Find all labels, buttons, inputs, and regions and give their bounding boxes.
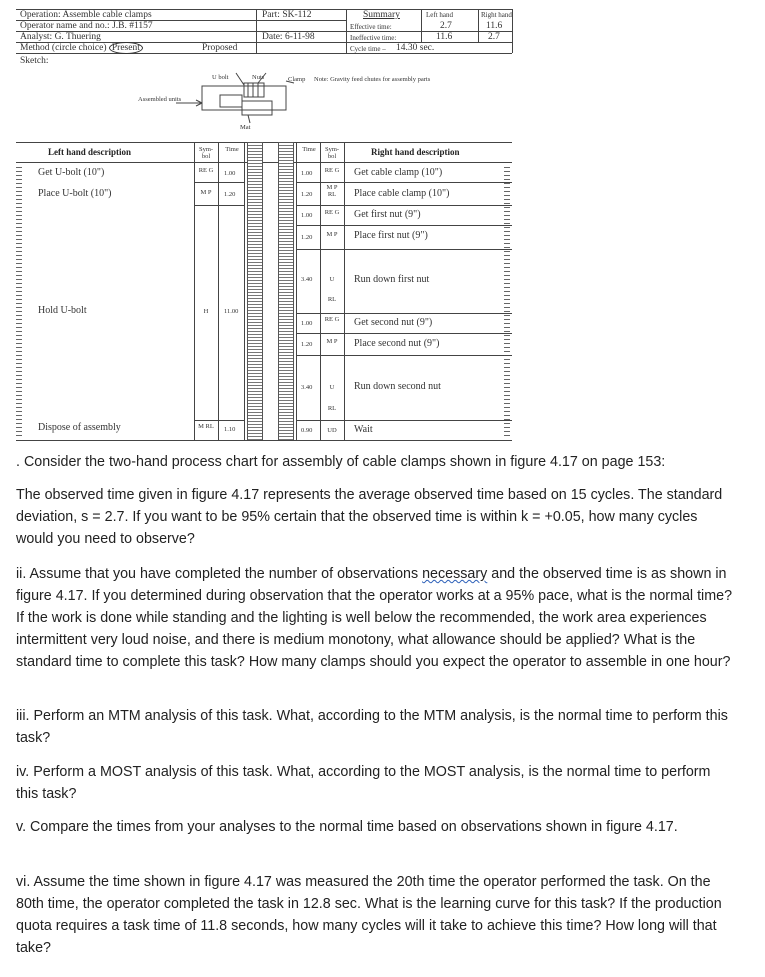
ineffective-right: 2.7 bbox=[488, 32, 500, 42]
sketch-clamp-label: Clamp bbox=[288, 76, 306, 83]
right-row-symbol: RL bbox=[327, 296, 337, 303]
left-edge-scale bbox=[16, 164, 22, 436]
right-row-desc: Place second nut (9") bbox=[354, 338, 440, 349]
left-row-symbol: M RL bbox=[198, 423, 214, 430]
cycle-time-label: Cycle time – bbox=[350, 45, 386, 53]
two-hand-process-chart bbox=[16, 9, 512, 441]
right-row-time: 1.00 bbox=[301, 170, 313, 177]
question-6: vi. Assume the time shown in figure 4.17 was measured the 20th time the operator performed the task. On the 80th time, the operator completed the task in 12.8 sec. What is the learning curve for this task? If the production quota requires a task time of 11.8 seconds, how many cycles will it take to achieve this time? How long will that take? bbox=[16, 874, 722, 956]
right-row-desc: Run down first nut bbox=[354, 274, 430, 285]
question-1: The observed time given in figure 4.17 represents the average observed time based on 15 cycles. The standard deviation, s = 2.7. If you want to be 95% certain that the observed time is within k = +0.05, how many cycles would you need to observe? bbox=[16, 487, 723, 547]
question-3: iii. Perform an MTM analysis of this task. What, according to the MTM analysis, is the normal time to perform this task? bbox=[16, 708, 728, 746]
right-row-symbol: M P RL bbox=[326, 184, 338, 198]
effective-right: 11.6 bbox=[486, 21, 503, 31]
cycle-time-value: 14.30 sec. bbox=[396, 43, 435, 53]
sketch-label: Sketch: bbox=[20, 56, 49, 66]
left-row-desc: Dispose of assembly bbox=[38, 422, 121, 433]
right-row-time: 3.40 bbox=[301, 384, 313, 391]
left-row-symbol: H bbox=[203, 308, 209, 315]
right-row-time: 0.90 bbox=[301, 427, 313, 434]
method-present-circled: Present bbox=[109, 42, 143, 54]
right-row-symbol: RE G bbox=[324, 209, 340, 216]
sketch-mat-label: Mat bbox=[240, 124, 251, 131]
right-time-scale bbox=[278, 142, 294, 441]
ubolt-bin bbox=[220, 95, 242, 107]
right-row-desc: Place cable clamp (10") bbox=[354, 188, 450, 199]
right-row-symbol: UD bbox=[327, 427, 337, 434]
right-symbol-header: Sym-bol bbox=[324, 146, 340, 160]
right-row-symbol: RE G bbox=[324, 167, 340, 174]
nut-chute bbox=[244, 83, 264, 97]
right-row-desc: Wait bbox=[354, 424, 373, 435]
question-4: iv. Perform a MOST analysis of this task. What, according to the MOST analysis, is the normal time to perform this task? bbox=[16, 764, 711, 802]
left-symbol-header: Sym-bol bbox=[198, 146, 214, 160]
effective-label: Effective time: bbox=[350, 23, 392, 31]
summary-right-head: Right hand bbox=[481, 11, 512, 19]
part-label: Part: SK-112 bbox=[262, 10, 312, 20]
right-row-time: 1.20 bbox=[301, 341, 313, 348]
effective-left: 2.7 bbox=[440, 21, 452, 31]
right-row-desc: Run down second nut bbox=[354, 381, 441, 392]
left-row-desc: Hold U-bolt bbox=[38, 305, 87, 316]
right-row-time: 3.40 bbox=[301, 276, 313, 283]
right-row-desc: Place first nut (9") bbox=[354, 230, 428, 241]
operator-label: Operator name and no.: J.B. #1157 bbox=[20, 21, 153, 31]
right-row-desc: Get second nut (9") bbox=[354, 317, 433, 328]
left-row-desc: Get U-bolt (10") bbox=[38, 167, 105, 178]
right-row-symbol: RL bbox=[327, 405, 337, 412]
sketch-nuts-label: Nuts bbox=[252, 74, 265, 81]
right-row-desc: Get cable clamp (10") bbox=[354, 167, 443, 178]
ineffective-left: 11.6 bbox=[436, 32, 453, 42]
spellcheck-word: necessary bbox=[422, 566, 488, 582]
question-2: ii. Assume that you have completed the number of observations necessary and the observed time is as shown in figure 4.17. If you determined during observation that the operator works at a 95% pace, what is the normal time? If the work is done while standing and the lighting is well below the recommended, the work area experiences intermittent very loud noise, and there is medium monotony, what allowance should be applied? What is the standard time to complete this task? How many clamps should you expect the operator to assemble in one hour? bbox=[16, 566, 733, 670]
workstation-sketch bbox=[116, 71, 431, 133]
left-row-symbol: RE G bbox=[198, 167, 214, 174]
summary-left-head: Left hand bbox=[426, 11, 454, 19]
left-time-header: Time bbox=[225, 146, 239, 153]
right-row-symbol: M P bbox=[326, 231, 338, 238]
analyst-label: Analyst: G. Thuering bbox=[20, 32, 101, 42]
right-row-time: 1.20 bbox=[301, 191, 313, 198]
right-row-time: 1.00 bbox=[301, 320, 313, 327]
ineffective-label: Ineffective time: bbox=[350, 34, 397, 42]
method-label: Method (circle choice) Present bbox=[20, 43, 143, 53]
chart-header bbox=[16, 9, 512, 69]
right-row-symbol: M P bbox=[326, 338, 338, 345]
right-row-time: 1.00 bbox=[301, 212, 313, 219]
mat-area bbox=[242, 101, 272, 115]
sketch-note-label: Note: Gravity feed chutes for assembly parts bbox=[314, 76, 431, 83]
left-row-time: 1.10 bbox=[224, 426, 236, 433]
right-desc-header: Right hand description bbox=[371, 147, 460, 157]
sketch-ubolt-label: U bolt bbox=[212, 74, 229, 81]
question-intro: . Consider the two-hand process chart for assembly of cable clamps shown in figure 4.17 on page 153: bbox=[16, 454, 666, 470]
left-row-desc: Place U-bolt (10") bbox=[38, 188, 112, 199]
left-row-time: 11.00 bbox=[224, 308, 239, 315]
left-desc-header: Left hand description bbox=[48, 147, 132, 157]
right-time-header: Time bbox=[302, 146, 316, 153]
right-row-symbol: RE G bbox=[324, 316, 340, 323]
operation-label: Operation: Assemble cable clamps bbox=[20, 10, 152, 20]
left-row-time: 1.20 bbox=[224, 191, 236, 198]
method-proposed: Proposed bbox=[202, 43, 238, 53]
left-row-time: 1.00 bbox=[224, 170, 236, 177]
date-label: Date: 6-11-98 bbox=[262, 32, 315, 42]
right-row-symbol: U bbox=[329, 276, 335, 283]
sketch-assembled-label: Assembled units bbox=[138, 96, 182, 103]
question-5: v. Compare the times from your analyses to the normal time based on observations shown in figure 4.17. bbox=[16, 819, 678, 835]
left-row-symbol: M P bbox=[200, 189, 212, 196]
right-row-time: 1.20 bbox=[301, 234, 313, 241]
right-row-desc: Get first nut (9") bbox=[354, 209, 421, 220]
summary-title: Summary bbox=[363, 10, 400, 20]
left-time-scale bbox=[247, 142, 263, 441]
right-row-symbol: U bbox=[329, 384, 335, 391]
